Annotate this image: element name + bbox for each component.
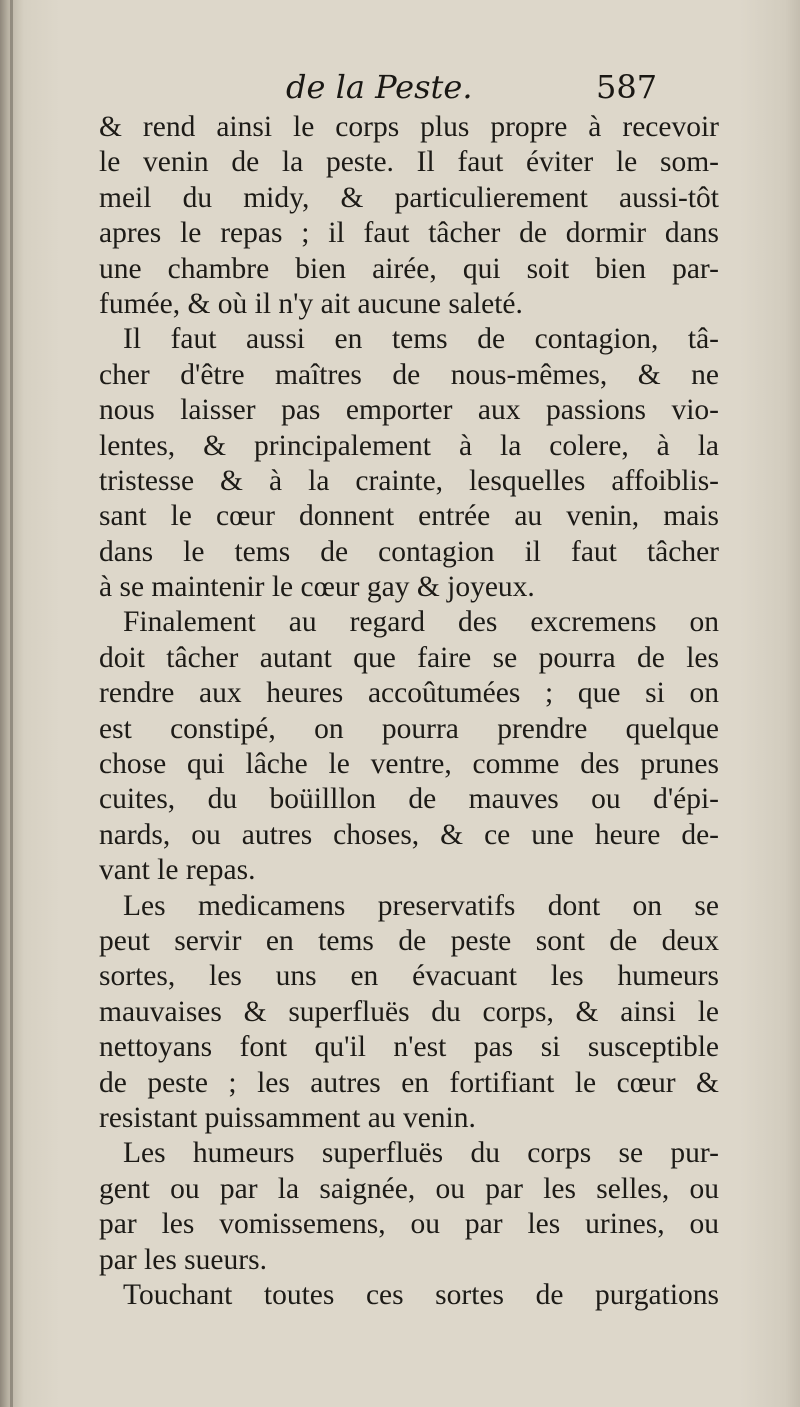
body-text bbox=[99, 110, 719, 1313]
book-gutter bbox=[10, 0, 13, 1407]
text-line: par les vomissemens, ou par les urines, ou bbox=[99, 1208, 719, 1241]
text-line: tristesse & à la crainte, lesquelles affoiblis- bbox=[99, 464, 719, 497]
text-line: resistant puissamment au venin. bbox=[99, 1101, 476, 1134]
text-line: le venin de la peste. Il faut éviter le som- bbox=[99, 146, 719, 179]
text-line: à se maintenir le cœur gay & joyeux. bbox=[99, 571, 535, 604]
text-line: apres le repas ; il faut tâcher de dormir dans bbox=[99, 217, 719, 250]
text-line: Les medicamens preservatifs dont on se bbox=[123, 889, 719, 922]
text-line: doit tâcher autant que faire se pourra de les bbox=[99, 641, 719, 674]
text-line: rendre aux heures accoûtumées ; que si on bbox=[99, 677, 719, 710]
text-line: cher d'être maîtres de nous-mêmes, & ne bbox=[99, 358, 719, 391]
text-line: nous laisser pas emporter aux passions vio- bbox=[99, 394, 719, 427]
text-line: chose qui lâche le ventre, comme des prunes bbox=[99, 748, 719, 781]
text-line: gent ou par la saignée, ou par les selles, ou bbox=[99, 1172, 719, 1205]
text-line: est constipé, on pourra prendre quelque bbox=[99, 712, 719, 745]
text-line: par les sueurs. bbox=[99, 1243, 267, 1276]
text-line: sant le cœur donnent entrée au venin, mais bbox=[99, 500, 719, 533]
text-line: Touchant toutes ces sortes de purgations bbox=[123, 1278, 719, 1311]
text-line: Les humeurs superfluës du corps se pur- bbox=[123, 1137, 719, 1170]
page-header bbox=[0, 60, 800, 112]
text-line: nettoyans font qu'il n'est pas si susceptible bbox=[99, 1031, 719, 1064]
text-line: de peste ; les autres en fortifiant le cœur & bbox=[99, 1066, 719, 1099]
text-line: Finalement au regard des excremens on bbox=[123, 606, 719, 639]
running-title: de la Peste. bbox=[286, 68, 473, 106]
text-line: mauvaises & superfluës du corps, & ainsi le bbox=[99, 995, 719, 1028]
text-line: lentes, & principalement à la colere, à la bbox=[99, 429, 719, 462]
text-line: & rend ainsi le corps plus propre à recevoir bbox=[99, 111, 719, 143]
text-line: dans le tems de contagion il faut tâcher bbox=[99, 535, 719, 568]
text-line: fumée, & où il n'y ait aucune saleté. bbox=[99, 287, 523, 320]
text-line: cuites, du boüilllon de mauves ou d'épi- bbox=[99, 783, 719, 816]
text-line: Il faut aussi en tems de contagion, tâ- bbox=[123, 323, 719, 356]
text-line: nards, ou autres choses, & ce une heure de- bbox=[99, 818, 719, 851]
text-line: vant le repas. bbox=[99, 854, 256, 887]
text-line: sortes, les uns en évacuant les humeurs bbox=[99, 960, 719, 993]
text-line: peut servir en tems de peste sont de deux bbox=[99, 924, 719, 957]
text-line: meil du midy, & particulierement aussi-tôt bbox=[99, 181, 719, 214]
page-number: 587 bbox=[596, 68, 658, 106]
text-line: une chambre bien airée, qui soit bien par- bbox=[99, 252, 719, 285]
